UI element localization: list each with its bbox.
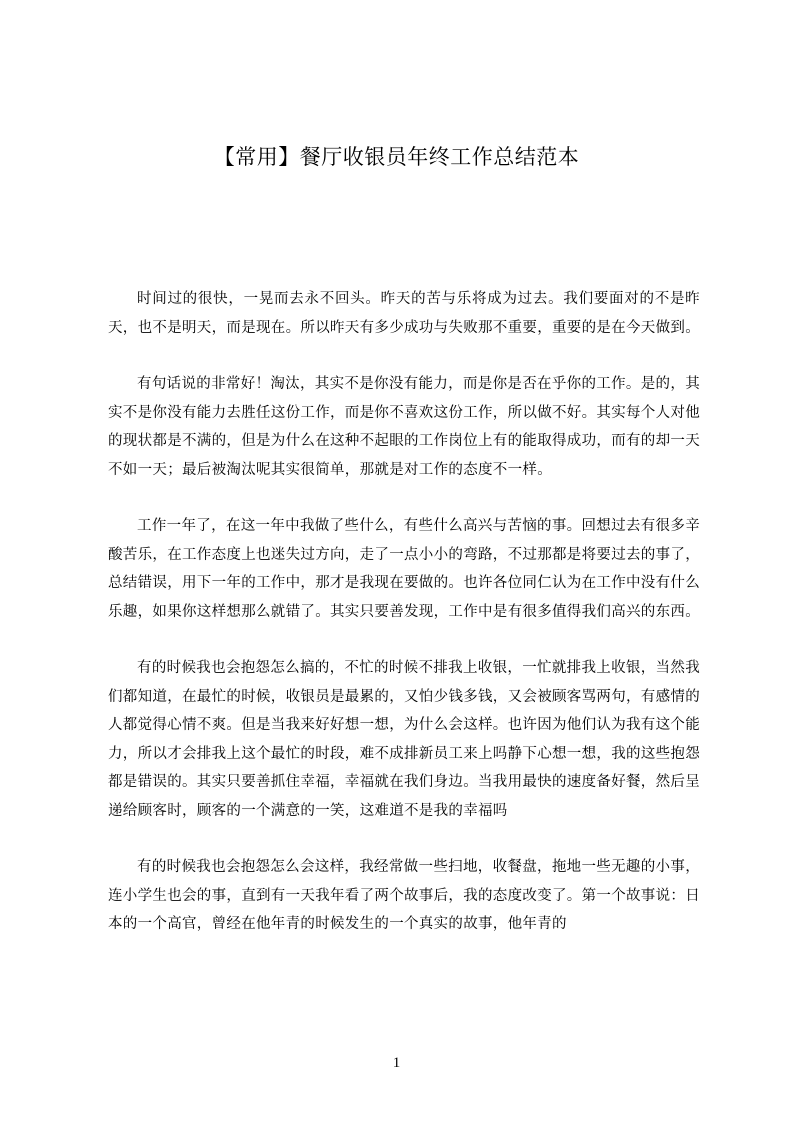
document-body (108, 285, 700, 967)
paragraph-1: 时间过的很快，一晃而去永不回头。昨天的苦与乐将成为过去。我们要面对的不是昨天，也不是明天，而是现在。所以昨天有多少成功与失败那不重要，重要的是在今天做到。 (108, 291, 700, 336)
page-number: 1 (392, 1055, 401, 1071)
paragraph-4: 有的时候我也会抱怨怎么搞的，不忙的时候不排我上收银，一忙就排我上收银，当然我们都知道，在最忙的时候，收银员是最累的，又怕少钱多钱，又会被顾客骂两句，有感情的人都觉得心情不爽。但是当我来好好想一想，为什么会这样。也许因为他们认为我有这个能力，所以才会排我上这个最忙的时段，难不成排新员工来上吗静下心想一想，我的这些抱怨都是错误的。其实只要善抓住幸福，幸福就在我们身边。当我用最快的速度备好餐，然后呈递给顾客时，顾客的一个满意的一笑，这难道不是我的幸福吗 (108, 660, 700, 819)
document-title: 【常用】餐厅收银员年终工作总结范本 (213, 145, 580, 169)
paragraph-2: 有句话说的非常好！淘汰，其实不是你没有能力，而是你是否在乎你的工作。是的，其实不是你没有能力去胜任这份工作，而是你不喜欢这份工作，所以做不好。其实每个人对他的现状都是不满的，但是为什么在这种不起眼的工作岗位上有的能取得成功，而有的却一天不如一天；最后被淘汰呢其实很简单，那就是对工作的态度不一样。 (108, 376, 700, 478)
paragraph-3: 工作一年了，在这一年中我做了些什么，有些什么高兴与苦恼的事。回想过去有很多辛酸苦乐，在工作态度上也迷失过方向，走了一点小小的弯路，不过那都是将要过去的事了，总结错误，用下一年的工作中，那才是我现在要做的。也许各位同仁认为在工作中没有什么乐趣，如果你这样想那么就错了。其实只要善发现，工作中是有很多值得我们高兴的东西。 (108, 518, 700, 620)
paragraph-5: 有的时候我也会抱怨怎么会这样，我经常做一些扫地，收餐盘，拖地一些无趣的小事，连小学生也会的事，直到有一天我年看了两个故事后，我的态度改变了。第一个故事说：日本的一个高官，曾经在他年青的时候发生的一个真实的故事，他年青的 (108, 859, 700, 932)
